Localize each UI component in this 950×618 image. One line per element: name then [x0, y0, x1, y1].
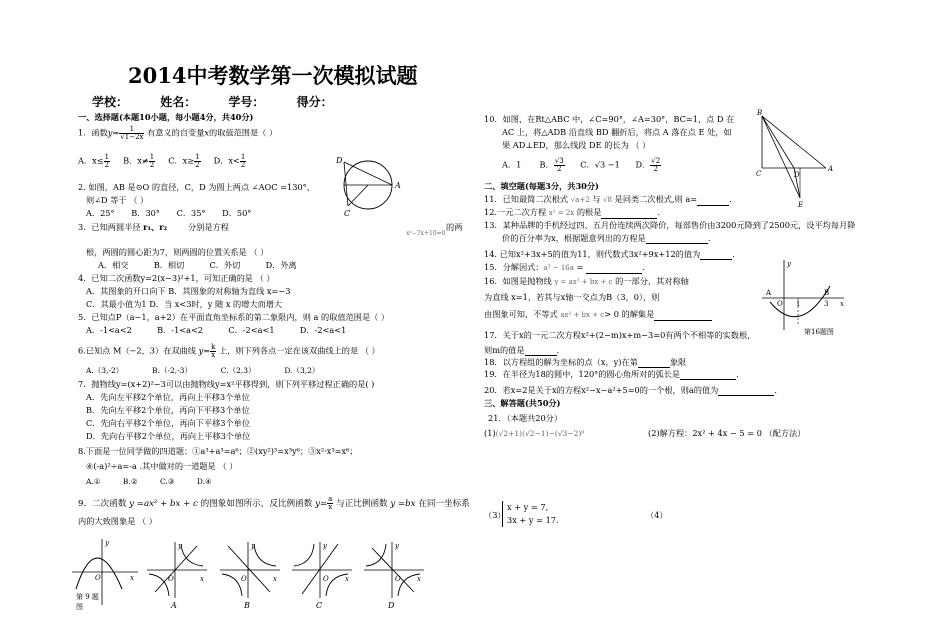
q9-option-b-graph	[218, 540, 284, 610]
q4-options-2: C．其最小值为1 D．当 x<3时，y 随 x 的增大而增大	[86, 299, 283, 309]
section-3-heading: 三、解答题(共50分)	[484, 398, 561, 408]
q13-stem-1: 13．某种品牌的手机经过四、五月份连续两次降价，每部售价由3200元降到了2500元，设平均每月降	[484, 220, 856, 230]
q10-stem-2: AC 上，将△ADB 沿直线 BD 翻折后，将点 A 落在点 E 处，如	[502, 127, 732, 137]
q18-stem: 18．以方程组的解为坐标的点（x，y)在第 象限	[484, 357, 687, 367]
svg-text:C: C	[344, 209, 351, 218]
svg-text:D: D	[336, 156, 343, 165]
q20-stem: 20．若x=2是关于x的方程x²−x−a²+5=0的一个根，则a的值为 .	[484, 385, 777, 395]
svg-text:O: O	[241, 575, 247, 583]
svg-text:y: y	[323, 542, 327, 550]
q2-circle-figure	[334, 152, 404, 222]
q9-figure-caption-1: 第 9 题	[76, 593, 99, 601]
section-1-heading: 一、选择题(本题10小题，每小题4分，共40分)	[78, 112, 254, 122]
svg-text:A: A	[766, 289, 772, 297]
q3-options: A．相交 B．相切 C．外切 D．外离	[98, 260, 297, 270]
q10-triangle-figure	[756, 108, 836, 208]
q1-stem: 1．函数y= $\frac{1}{√1-2x}$ 有意义的自变量x的取值范围是（ ）	[78, 125, 278, 141]
q16-stem-1: 16．如图是抛物线 y = ax² + bx + c 的一部分，其对称轴	[484, 276, 689, 286]
q9-option-b-label: B	[244, 601, 250, 610]
svg-text:E: E	[798, 201, 804, 208]
q21-heading: 21．（本题共20分）	[488, 413, 563, 423]
svg-text:B: B	[824, 289, 830, 297]
q1-options: A．x≤ $\frac{1}{2}$ B．x≠ $\frac{1}{2}$ C．x≥ $\frac{1}{2}$ D．x< $\frac{1}{2}$	[78, 153, 246, 169]
q4-stem: 4．已知二次函数y=2(x−3)²+1，可知正确的是 （ ）	[78, 273, 275, 283]
school-label: 学校：	[92, 95, 129, 109]
q3-stem-2: 根，两圆的圆心距为7，则两圆的位置关系是 （ ）	[86, 247, 269, 257]
q21-part-3-label: （3）	[484, 510, 506, 520]
svg-text:A: A	[395, 181, 401, 190]
system-eq-2: 3x + y = 17.	[507, 515, 559, 525]
q7-option-d: D．先向右平移2个单位，再向上平移3个单位	[86, 431, 251, 441]
svg-text:x: x	[417, 575, 421, 583]
q21-part-2: (2)解方程：2x² + 4x − 5 = 0 （配方法）	[648, 428, 806, 438]
student-info-row	[92, 93, 361, 110]
q3-stem-tail: 的两	[446, 222, 463, 232]
section-2-heading: 二、填空题(每题3分，共30分)	[484, 181, 599, 191]
svg-text:x: x	[345, 575, 349, 583]
svg-text:3: 3	[824, 300, 829, 308]
score-label: 得分：	[296, 95, 333, 109]
svg-text:O: O	[95, 574, 101, 582]
q15-stem: 15．分解因式：a³ − 16a = .	[484, 262, 645, 272]
q7-option-c: C．先向右平移2个单位，再向下平移3个单位	[86, 418, 251, 428]
q4-options-1: A．其图象的开口向下 B．其图象的对称轴为直线 x=−3	[86, 286, 291, 296]
q8-stem-2: ④(-a)²÷a=-a .其中做对的一道题是 （ ）	[86, 461, 238, 471]
svg-text:y: y	[395, 542, 399, 550]
q21-part-4-label: （4）	[646, 510, 668, 520]
svg-text:O: O	[395, 575, 401, 583]
svg-text:O: O	[777, 300, 783, 308]
q16-stem-3: 由图象可知，不等式 ax² + bx + c> 0 的解集是	[484, 309, 712, 321]
q6-options: A.（3,-2） B.（-2,-3） C.（2,3） D.（3,2）	[86, 366, 320, 375]
q9-option-a-label: A	[171, 601, 177, 610]
q17-stem-2: 则m的值是 .	[484, 345, 560, 355]
q5-stem: 5．已知点P（a−1，a+2）在平面直角坐标系的第二象限内，则 a 的取值范围是（ ）	[78, 312, 390, 322]
svg-text:y: y	[787, 260, 791, 268]
svg-text:1: 1	[796, 300, 801, 308]
q2-stem-1: 2. 如图，AB 是⊙O 的直径，C，D 为圆上两点 ∠AOC =130°，	[78, 182, 315, 192]
q19-stem: 19．在半径为18的圆中，120°的圆心角所对的弧长是 .	[484, 369, 739, 379]
svg-text:D: D	[794, 171, 800, 179]
q9-option-d-graph	[362, 540, 428, 610]
q9-option-a-graph	[145, 540, 211, 610]
name-label: 姓名：	[160, 95, 197, 109]
id-label: 学号：	[228, 95, 265, 109]
q14-stem: 14. 已知x²+3x+5的值为11，则代数式3x²+9x+12的值为 .	[484, 249, 735, 259]
q13-stem-2: 价的百分率为x，根据题意列出的方程是 .	[502, 233, 711, 243]
q7-option-b: B．先向左平移2个单位，再向下平移3个单位	[86, 405, 250, 415]
axis-y-label: y	[105, 539, 109, 547]
q8-options: A.① B.② C.③ D.④	[86, 477, 212, 486]
svg-text:x: x	[273, 575, 277, 583]
svg-text:y: y	[251, 542, 255, 550]
svg-text:x: x	[130, 574, 134, 582]
q2-stem-2: 则∠D 等于 （ ）	[86, 195, 149, 205]
system-eq-1: x + y = 7,	[507, 502, 549, 512]
q10-options: A．1 B． $\frac{√3}{2}$ C．√3 −1 D． $\frac{√2}{2}$	[502, 157, 661, 173]
svg-text:x: x	[200, 575, 204, 583]
q16-parabola-figure	[760, 258, 850, 338]
q10-stem-3: 果 AD⊥ED，那么线段 DE 的长为 （ ）	[502, 140, 651, 150]
q2-options: A．25° B．30° C．35° D．50°	[86, 208, 252, 218]
q21-part-1: (1)(√2+1)(√2−1)−(√3−2)⁰	[484, 428, 585, 438]
svg-text:A: A	[828, 165, 834, 173]
q11-stem: 11．已知最简二次根式 √a+2 与 √8 是同类二次根式,则 a= .	[484, 194, 732, 204]
svg-text:O: O	[168, 575, 174, 583]
q3-stem-1: 3．已知两圆半径 r₁、r₂ 分别是方程	[78, 222, 229, 232]
q9-option-c-graph	[290, 540, 356, 610]
svg-text:B: B	[757, 109, 763, 117]
q9-stem-1: 9．二次函数 y =ax² + bx + c 的图象如图所示，反比例函数 y= $\frac{a}{x}$ 与正比例函数 y =bx 在同一坐标系	[78, 495, 470, 511]
q6-stem: 6.已知点 M（−2，3）在双曲线 y= $\frac{k}{x}$ 上，则下列各点一定在该双曲线上的是 （ ）	[78, 343, 380, 359]
q12-stem: 12.一元二次方程 x² = 2x 的根是 .	[484, 207, 661, 217]
page-title: 2014中考数学第一次模拟试题	[128, 63, 418, 88]
q9-stem-2: 内的大致图象是 （ ）	[78, 516, 157, 526]
q9-option-d-label: D	[388, 601, 395, 610]
svg-text:x: x	[840, 300, 844, 308]
q21-part-3-system	[502, 501, 587, 527]
svg-text:O: O	[323, 575, 329, 583]
q5-options: A．-1<a<2 B．-1<a<2 C．-2<a<1 D．-2<a<1	[86, 325, 347, 335]
q8-stem-1: 8.下面是一位同学做的四道题：①a³+a³=a⁶；②(xy²)³=x³y⁶；③x²·x³=x⁶；	[78, 446, 358, 456]
q16-stem-2: 为直线 x=1，若其与x轴一交点为B（3，0），则	[484, 292, 660, 302]
svg-text:C: C	[756, 170, 762, 178]
q7-stem: 7．抛物线y=(x+2)²−3可以由抛物线y=x²平移得到，则下列平移过程正确的是( )	[78, 379, 375, 389]
q7-option-a: A．先向左平移2个单位，再向上平移3个单位	[86, 392, 250, 402]
q9-parabola-figure	[70, 537, 142, 617]
q10-stem-1: 10．如图，在Rt△ABC 中，∠C=90°，∠A=30°，BC=1，点 D 在	[484, 114, 735, 124]
q9-figure-caption-2: 图	[76, 603, 83, 611]
svg-text:y: y	[178, 542, 182, 550]
q3-equation: x²−7x+10=0	[406, 230, 446, 237]
q17-stem-1: 17．关于x的一元二次方程x²+(2−m)x+m−3=0有两个不相等的实数根，	[484, 330, 756, 340]
q9-option-c-label: C	[316, 601, 323, 610]
q16-figure-caption: 第16题图	[804, 328, 834, 336]
